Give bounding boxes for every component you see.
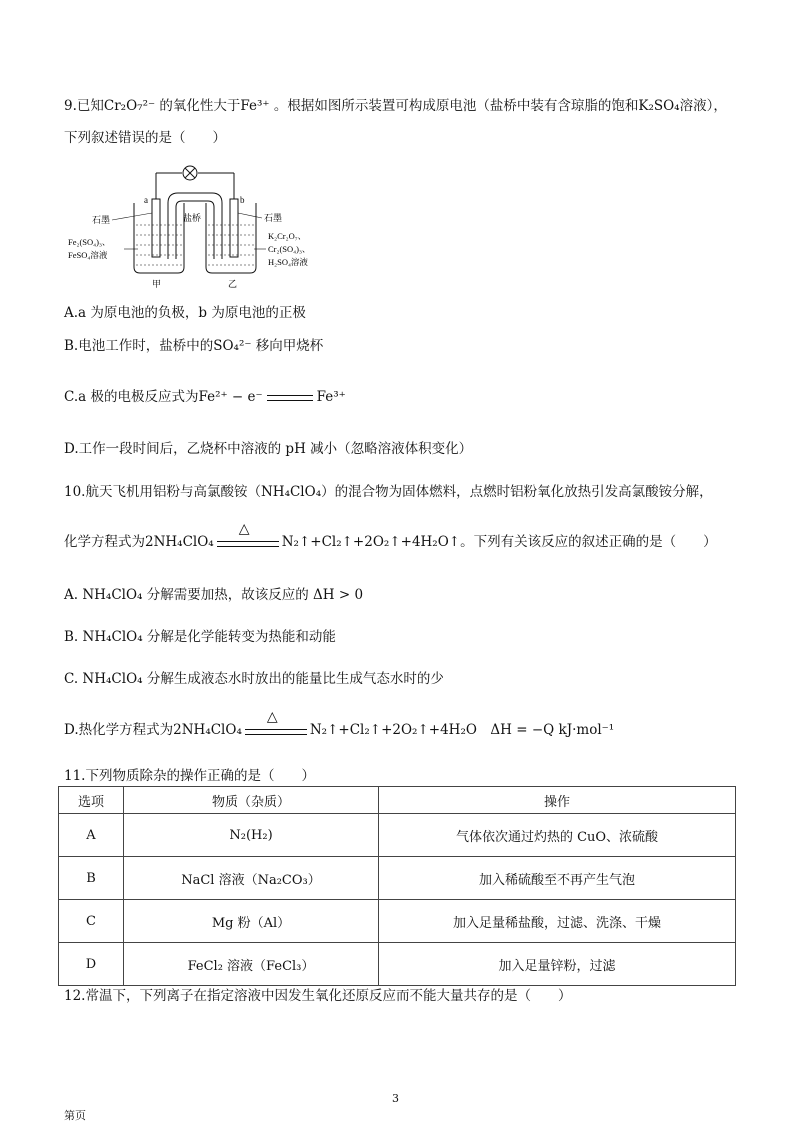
table-row	[59, 814, 736, 857]
header-operation: 操作	[379, 787, 736, 814]
q9-optb-text-2: 移向甲烧杯	[255, 338, 324, 354]
cell-substance: N₂(H₂)	[124, 814, 379, 857]
cell-operation: 加入足量稀盐酸，过滤、洗涤、干燥	[379, 900, 736, 943]
table-row	[59, 900, 736, 943]
heat-triangle-icon: △	[238, 520, 250, 537]
cell-option: A	[59, 814, 124, 857]
question-12-stem: 12.常温下，下列离子在指定溶液中因发生氧化还原反应而不能大量共存的是（ ）	[64, 988, 572, 1004]
cell-operation: 加入足量锌粉，过滤	[379, 943, 736, 986]
q10-eq-text: 化学方程式为	[64, 534, 145, 550]
beaker-left-label: 甲	[152, 279, 162, 289]
q10-option-b: B. NH₄ClO₄ 分解是化学能转变为热能和动能	[64, 629, 336, 645]
q10-option-a: A. NH₄ClO₄ 分解需要加热，故该反应的 ΔH > 0	[64, 587, 364, 603]
q10-optd-left: 2NH₄ClO₄	[173, 722, 242, 738]
table-header-row	[59, 787, 736, 814]
equals-bar	[267, 395, 313, 401]
q9-species-dichromate: Cr₂O₇²⁻	[103, 98, 156, 114]
question-9-stem	[64, 96, 727, 116]
galvanometer-icon	[183, 166, 197, 180]
question-9-stem-line2: 下列叙述错误的是（ ）	[64, 130, 226, 146]
page-number: 3	[392, 1092, 399, 1105]
question-10-stem	[64, 482, 713, 502]
left-solution-line1: Fe₂(SO₄)₃、	[68, 237, 111, 247]
page-label: 第页	[64, 1109, 86, 1122]
left-solution-line2: FeSO₄溶液	[68, 250, 108, 260]
question-10-equation	[64, 520, 717, 553]
q9-species-fe3: Fe³⁺	[240, 98, 270, 114]
cell-option: C	[59, 900, 124, 943]
q9-option-c	[64, 387, 346, 407]
cell-option: D	[59, 943, 124, 986]
header-substance: 物质（杂质）	[124, 787, 379, 814]
electrode-a	[152, 199, 160, 257]
cell-substance: FeCl₂ 溶液（FeCl₃）	[124, 943, 379, 986]
right-solution-line2: Cr₂(SO₄)₃、	[268, 244, 311, 254]
q9-text-3: 。根据如图所示装置可构成原电池（盐桥中装有含琼脂的饱和	[273, 98, 639, 114]
q9-option-d: D.工作一段时间后，乙烧杯中溶液的 pH 减小（忽略溶液体积变化）	[64, 441, 473, 457]
cell-operation: 加入稀硫酸至不再产生气泡	[379, 857, 736, 900]
purification-table	[58, 786, 736, 986]
q9-text-4: 溶液），	[679, 98, 727, 114]
table-row	[59, 857, 736, 900]
q9-salt: K₂SO₄	[638, 98, 680, 114]
header-option: 选项	[59, 787, 124, 814]
q9-optc-text: C.a 极的电极反应式为	[64, 389, 199, 405]
q9-text-1: 9.已知	[64, 98, 104, 114]
q9-optc-right: Fe³⁺	[316, 389, 346, 405]
table-row	[59, 943, 736, 986]
q9-option-b	[64, 336, 323, 356]
electrode-b	[230, 199, 238, 257]
salt-bridge-label: 盐桥	[183, 213, 202, 223]
q10-option-c: C. NH₄ClO₄ 分解生成液态水时放出的能量比生成气态水时的少	[64, 671, 444, 687]
q10-text-1: 10.航天飞机用铝粉与高氯酸铵（	[64, 484, 261, 500]
q9-optb-text-1: B.电池工作时，盐桥中的	[64, 338, 214, 354]
q10-eq-right: N₂↑+Cl₂↑+2O₂↑+4H₂O↑	[281, 534, 461, 550]
q10-text-2: ）的混合物为固体燃料，点燃时铝粉氧化放热引发高氯酸铵分解，	[321, 484, 713, 500]
q10-optd-text: D.热化学方程式为	[64, 722, 174, 738]
q9-text-2: 的氧化性大于	[159, 98, 241, 114]
heat-triangle-icon: △	[266, 708, 278, 725]
heating-equals-sign	[217, 520, 279, 553]
right-solution-line3: H₂SO₄溶液	[268, 257, 308, 267]
electrode-b-label: b	[240, 195, 245, 205]
cell-option: B	[59, 857, 124, 900]
q10-compound: NH₄ClO₄	[260, 484, 322, 500]
cell-operation: 气体依次通过灼热的 CuO、浓硫酸	[379, 814, 736, 857]
q10-optd-right: N₂↑+Cl₂↑+2O₂↑+4H₂O ΔH = −Q kJ·mol⁻¹	[309, 722, 615, 738]
q10-eq-left: 2NH₄ClO₄	[145, 534, 214, 550]
cell-substance: Mg 粉（Al）	[124, 900, 379, 943]
q9-option-a: A.a 为原电池的负极，b 为原电池的正极	[64, 305, 306, 321]
q10-option-d	[64, 708, 615, 741]
cell-substance: NaCl 溶液（Na₂CO₃）	[124, 857, 379, 900]
right-graphite-label: 石墨	[264, 213, 283, 223]
q9-optb-ion: SO₄²⁻	[213, 338, 252, 354]
q10-eq-post: 。下列有关该反应的叙述正确的是（ ）	[460, 534, 717, 550]
beaker-right-label: 乙	[228, 279, 238, 289]
q9-optc-left: Fe²⁺ − e⁻	[198, 389, 263, 405]
left-graphite-label: 石墨	[92, 215, 111, 225]
right-solution-line1: K₂Cr₂O₇、	[268, 231, 307, 241]
electrode-a-label: a	[144, 195, 148, 205]
question-11-stem: 11.下列物质除杂的操作正确的是（ ）	[64, 768, 315, 784]
heating-equals-sign	[245, 708, 307, 741]
galvanic-cell-diagram	[64, 163, 334, 289]
